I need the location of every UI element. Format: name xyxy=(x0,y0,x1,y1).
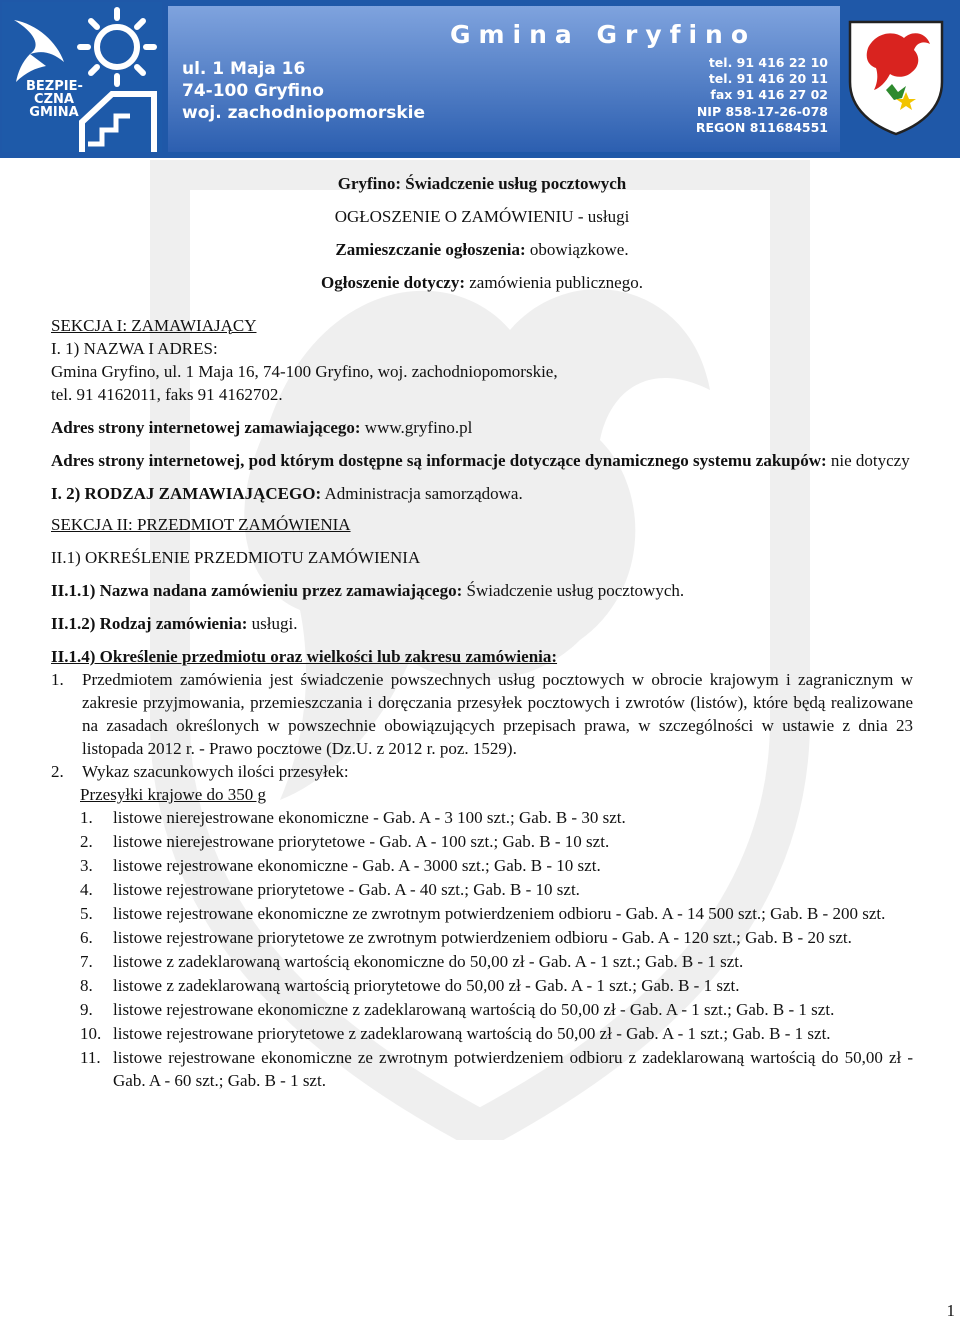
section-1-heading: SEKCJA I: ZAMAWIAJĄCY xyxy=(51,316,257,335)
scope-point-2-number: 2. xyxy=(51,762,64,781)
municipality-title: Gmina Gryfino xyxy=(449,20,757,49)
domestic-mail-items xyxy=(80,806,913,1092)
contract-kind-value: usługi. xyxy=(251,614,298,633)
list-item-text: listowe rejestrowane ekonomiczne z zadeklarowaną wartością do 50,00 zł - Gab. A - 1 szt.; Gab. B - 1 szt. xyxy=(113,1000,835,1019)
municipality-address xyxy=(182,58,425,124)
list-item-text: listowe rejestrowane ekonomiczne ze zwrotnym potwierdzeniem odbioru z zadeklarowaną wartością do 50,00 zł - Gab. A - 60 szt.; Gab. B - 1 szt. xyxy=(113,1048,913,1090)
list-item xyxy=(80,974,913,997)
section-2-subheading: II.1) OKREŚLENIE PRZEDMIOTU ZAMÓWIENIA xyxy=(51,548,421,567)
notice-concerns xyxy=(51,271,913,294)
address-line-street: ul. 1 Maja 16 xyxy=(182,59,306,79)
scope-point-1 xyxy=(51,668,913,760)
website-link[interactable]: www.gryfino.pl xyxy=(364,418,473,437)
contact-fax: fax 91 416 27 02 xyxy=(710,87,828,103)
list-item-text: listowe rejestrowane priorytetowe ze zwrotnym potwierdzeniem odbioru - Gab. A - 120 szt.; Gab. B - 20 szt. xyxy=(113,928,852,947)
contract-name xyxy=(51,579,913,602)
safe-municipality-logo-icon xyxy=(2,2,162,152)
list-item-text: listowe nierejestrowane priorytetowe - Gab. A - 100 szt.; Gab. B - 10 szt. xyxy=(113,832,610,851)
contact-regon: REGON 811684551 xyxy=(695,119,828,135)
domestic-mail-heading: Przesyłki krajowe do 350 g xyxy=(80,785,267,804)
list-item xyxy=(80,998,913,1021)
authority-website xyxy=(51,416,913,439)
list-item-text: listowe rejestrowane ekonomiczne ze zwrotnym potwierdzeniem odbioru - Gab. A - 14 500 szt.; Gab. B - 200 szt. xyxy=(113,904,886,923)
letterhead-banner xyxy=(0,0,960,158)
list-item-number: 5. xyxy=(80,904,93,923)
list-item xyxy=(80,902,913,925)
dynamic-purchasing-system xyxy=(51,449,913,472)
contact-tel-2: tel. 91 416 20 11 xyxy=(708,71,828,87)
list-item-number: 10. xyxy=(80,1024,102,1043)
list-item-number: 8. xyxy=(80,976,93,995)
list-item-text: listowe nierejestrowane ekonomiczne - Gab. A - 3 100 szt.; Gab. B - 30 szt. xyxy=(113,808,626,827)
logo-text-line-1: BEZPIE- xyxy=(26,79,83,94)
scope-point-2-text: Wykaz szacunkowych ilości przesyłek: xyxy=(82,762,349,781)
list-item xyxy=(80,878,913,901)
list-item xyxy=(80,830,913,853)
list-item-text: listowe rejestrowane priorytetowe - Gab. A - 40 szt.; Gab. B - 10 szt. xyxy=(113,880,580,899)
contract-scope-heading: II.1.4) Określenie przedmiotu oraz wielkości lub zakresu zamówienia: xyxy=(51,647,558,666)
scope-point-1-number: 1. xyxy=(51,670,64,689)
list-item xyxy=(80,1046,913,1092)
authority-type-label: I. 2) RODZAJ ZAMAWIAJĄCEGO: xyxy=(51,484,322,503)
contract-kind-label: II.1.2) Rodzaj zamówienia: xyxy=(51,614,248,633)
website-label: Adres strony internetowej zamawiającego: xyxy=(51,418,361,437)
list-item-number: 11. xyxy=(80,1048,101,1067)
list-item xyxy=(80,1022,913,1045)
contract-name-label: II.1.1) Nazwa nadana zamówieniu przez zamawiającego: xyxy=(51,581,463,600)
list-item-text: listowe rejestrowane ekonomiczne - Gab. A - 3000 szt.; Gab. B - 10 szt. xyxy=(113,856,601,875)
address-line-city: 74-100 Gryfino xyxy=(182,81,324,101)
list-item-number: 9. xyxy=(80,1000,93,1019)
notice-title: Gryfino: Świadczenie usług pocztowych xyxy=(337,174,627,193)
domestic-mail-list xyxy=(80,783,913,1092)
concerns-value: zamówienia publicznego. xyxy=(469,273,643,292)
publication-label: Zamieszczanie ogłoszenia: xyxy=(335,240,526,259)
contracting-authority-address: Gmina Gryfino, ul. 1 Maja 16, 74-100 Gryfino, woj. zachodniopomorskie, xyxy=(51,362,558,381)
contact-tel-1: tel. 91 416 22 10 xyxy=(708,55,828,70)
address-line-region: woj. zachodniopomorskie xyxy=(182,103,425,123)
scope-point-2 xyxy=(51,760,913,783)
scope-point-1-text: Przedmiotem zamówienia jest świadczenie powszechnych usług pocztowych w obrocie krajowym i zagranicznym w zakresie przyjmowania, przemieszczania i doręczania przesyłek pocztowych i zwrotów (listów), które będą realizowane na zasadach określonych w powszechnie obowiązujących przepisach prawa, w szczególności w ustawie z dnia 23 listopada 2012 r. - Prawo pocztowe (Dz.U. z 2012 r. poz. 1529). xyxy=(82,670,913,758)
list-item-text: listowe rejestrowane priorytetowe z zadeklarowaną wartością do 50,00 zł - Gab. A - 1 szt.; Gab. B - 1 szt. xyxy=(113,1024,831,1043)
notice-subtitle: OGŁOSZENIE O ZAMÓWIENIU - usługi xyxy=(334,207,630,226)
logo-text-line-2: CZNA xyxy=(34,92,74,107)
safe-municipality-logo xyxy=(2,2,162,152)
dps-label: Adres strony internetowej, pod którym dostępne są informacje dotyczące dynamicznego systemu zakupów: xyxy=(51,451,827,470)
list-item xyxy=(80,806,913,829)
dps-value: nie dotyczy xyxy=(830,451,910,470)
letterhead-panel xyxy=(168,6,840,152)
municipality-contact xyxy=(696,55,828,136)
logo-text-line-3: GMINA xyxy=(29,105,79,120)
list-item-number: 4. xyxy=(80,880,93,899)
list-item xyxy=(80,950,913,973)
section-1-name-heading: I. 1) NAZWA I ADRES: xyxy=(51,339,218,358)
publication-value: obowiązkowe. xyxy=(529,240,629,259)
contract-name-value: Świadczenie usług pocztowych. xyxy=(466,581,685,600)
list-item xyxy=(80,854,913,877)
contracting-authority-phone: tel. 91 4162011, faks 91 4162702. xyxy=(51,385,283,404)
contact-nip: NIP 858-17-26-078 xyxy=(696,103,828,119)
notice-publication xyxy=(51,238,913,261)
list-item-number: 7. xyxy=(80,952,93,971)
section-2-heading: SEKCJA II: PRZEDMIOT ZAMÓWIENIA xyxy=(51,515,351,534)
authority-type xyxy=(51,482,913,505)
list-item-number: 2. xyxy=(80,832,93,851)
gryfino-coat-of-arms xyxy=(846,18,946,138)
list-item xyxy=(80,926,913,949)
griffin-crest-icon xyxy=(846,18,946,138)
list-item-number: 3. xyxy=(80,856,93,875)
list-item-number: 1. xyxy=(80,808,93,827)
list-item-text: listowe z zadeklarowaną wartością ekonomiczne do 50,00 zł - Gab. A - 1 szt.; Gab. B - 1 szt. xyxy=(113,952,744,971)
contract-kind xyxy=(51,612,913,635)
list-item-number: 6. xyxy=(80,928,93,947)
procurement-notice xyxy=(51,170,913,1093)
concerns-label: Ogłoszenie dotyczy: xyxy=(321,273,466,292)
page-number: 1 xyxy=(946,1301,955,1320)
authority-type-value: Administracja samorządowa. xyxy=(324,484,523,503)
list-item-text: listowe z zadeklarowaną wartością priorytetowe do 50,00 zł - Gab. A - 1 szt.; Gab. B - 1 szt. xyxy=(113,976,740,995)
